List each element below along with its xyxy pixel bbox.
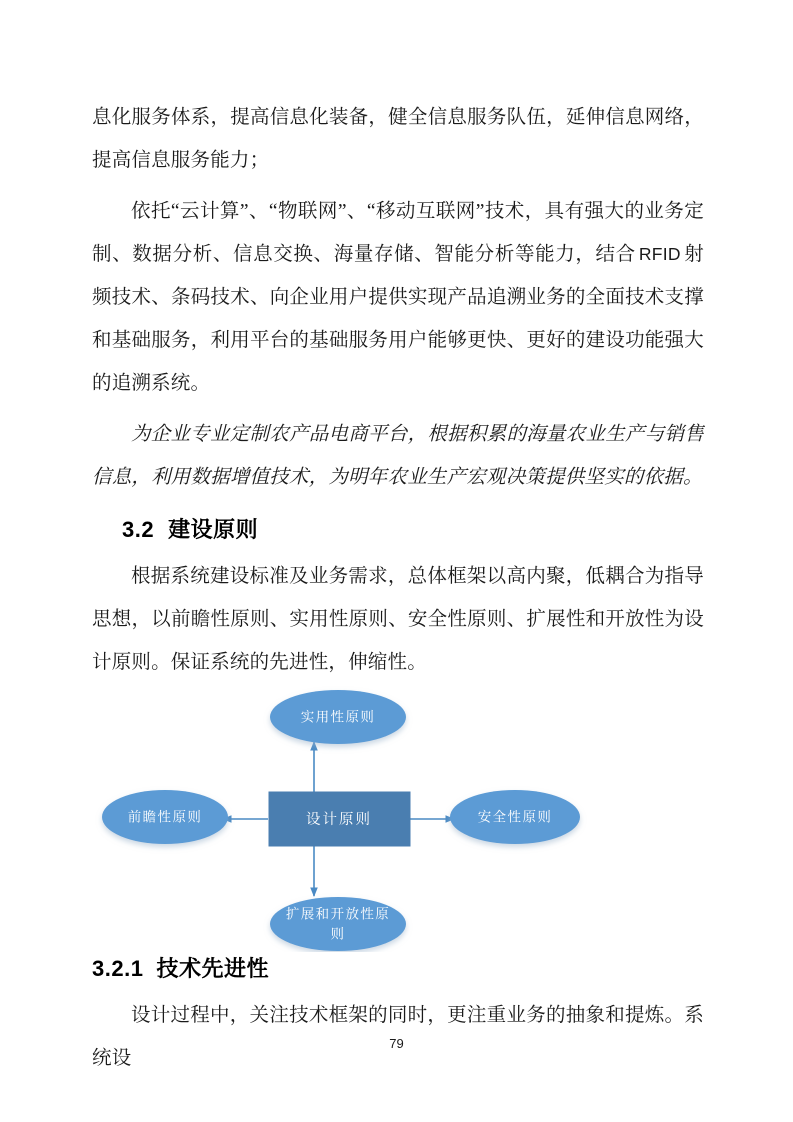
paragraph-2-latin-rfid: RFID [638,244,681,264]
node-bottom-ellipse [270,897,406,951]
heading-3-2-1 [92,952,704,986]
spacer [92,405,704,413]
node-center-label: 设计原则 [306,811,372,828]
paragraph-2 [92,190,704,405]
heading-3-2-1-title: 技术先进性 [156,956,269,981]
node-bottom-label-line2: 则 [330,926,346,942]
node-left [102,790,228,844]
spacer [92,986,704,994]
node-right-label: 安全性原则 [477,809,553,825]
heading-3-2-title: 建设原则 [168,517,259,542]
page-number: 79 [389,1036,404,1051]
paragraph-5: 设计过程中，关注技术框架的同时，更注重业务的抽象和提炼。系统设 [92,1005,704,1069]
paragraph-2-text-before: 依托“云计算”、“物联网”、“移动互联网”技术，具有强大的业务定制、数据分析、信息交换、海量存储、智能分析等能力，结合 [92,201,704,265]
node-bottom-label-line1: 扩展和开放性原 [285,906,391,922]
diagram-svg [92,684,704,952]
spacer [92,547,704,555]
heading-3-2 [92,513,704,547]
spacer [92,499,704,513]
page-content [92,96,704,1080]
paragraph-4: 根据系统建设标准及业务需求，总体框架以高内聚，低耦合为指导思想，以前瞻性原则、实用性原则、安全性原则、扩展性和开放性为设计原则。保证系统的先进性，伸缩性。 [92,566,704,673]
node-top [270,690,406,744]
paragraph-1: 息化服务体系，提高信息化装备，健全信息服务队伍，延伸信息网络，提高信息服务能力； [92,107,704,171]
design-principles-diagram [92,684,704,952]
heading-3-2-1-number: 3.2.1 [92,956,144,981]
node-right [450,790,580,844]
node-bottom [270,897,406,951]
node-top-label: 实用性原则 [300,709,376,725]
spacer [92,182,704,190]
node-left-label: 前瞻性原则 [127,809,203,825]
paragraph-3: 为企业专业定制农产品电商平台，根据积累的海量农业生产与销售信息，利用数据增值技术，为明年农业生产宏观决策提供坚实的依据。 [92,424,704,488]
node-center [269,792,410,846]
heading-3-2-number: 3.2 [122,517,155,542]
paragraph-2-text-after: 射频技术、条码技术、向企业用户提供实现产品追溯业务的全面技术支撑和基础服务，利用平台的基础服务用户能够更快、更好的建设功能强大的追溯系统。 [92,244,705,394]
